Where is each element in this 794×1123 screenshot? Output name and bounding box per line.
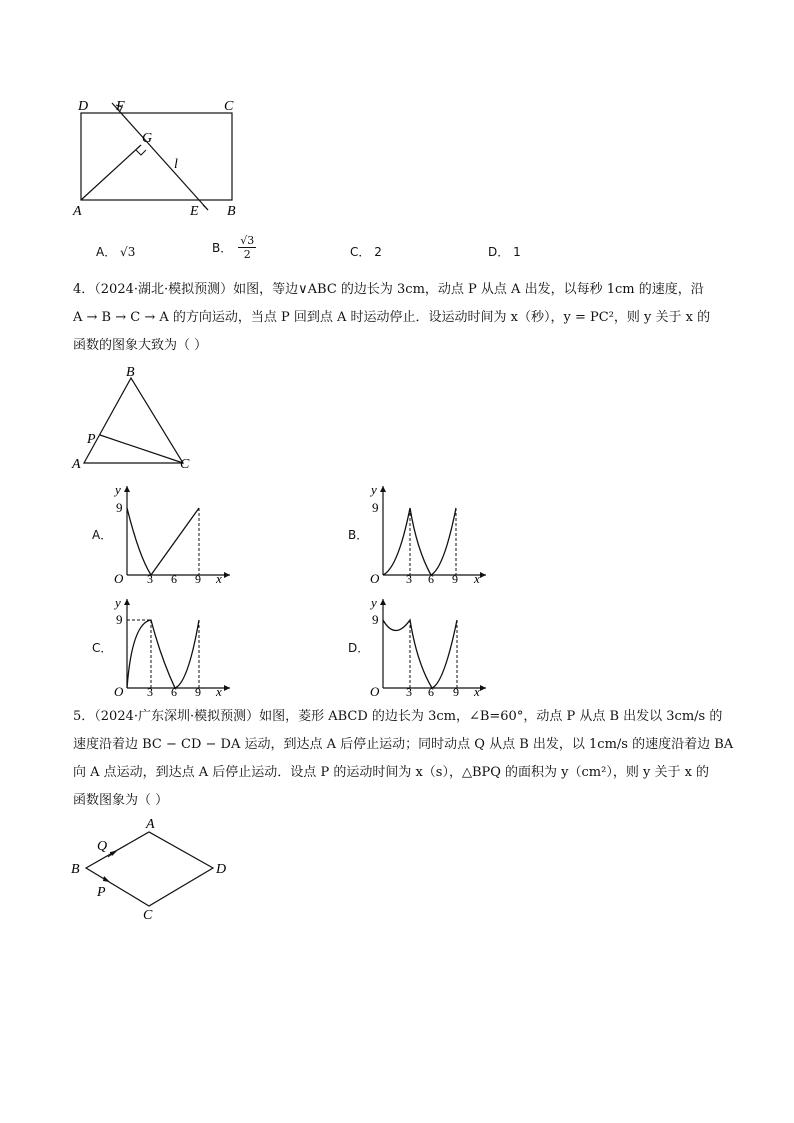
label-B: B [126,365,135,380]
label-B: B [71,862,80,877]
label-D: D [78,99,89,114]
q5-line-4: 函数图象为（ ） [73,793,169,808]
y-axis-label: y [115,482,121,497]
x-tick-3: 3 [147,685,153,699]
q4-line-2: A → B → C → A 的方向运动，当点 P 回到点 A 时运动停止．设运动时间为 x（秒），y = PC²，则 y 关于 x 的 [73,310,711,325]
x-axis-label: x [216,571,222,586]
q3-option-d[interactable] [488,243,521,260]
origin-label: O [370,571,380,586]
rhombus-figure [66,812,236,924]
label-C: C [143,908,153,923]
x-tick-6: 6 [171,572,177,586]
label-Q: Q [97,839,108,854]
option-key: D． [488,245,510,259]
label-P: P [87,432,96,447]
q4-option-d-label[interactable]: D． [348,641,370,655]
numerator: √3 [240,234,255,247]
label-l: l [174,157,178,172]
option-value: 2 [374,245,382,259]
label-A: A [72,457,81,472]
x-axis-label: x [216,684,222,699]
q4-line-1: 4．（2024·湖北·模拟预测）如图，等边∨ABC 的边长为 3cm，动点 P 从点 A 出发，以每秒 1cm 的速度，沿 [73,282,704,297]
x-tick-6: 6 [428,572,434,586]
label-D: D [216,862,227,877]
y-tick-9: 9 [372,500,379,515]
label-E: E [190,204,199,219]
label-B: B [227,204,236,219]
label-A: A [73,204,82,219]
x-tick-6: 6 [171,685,177,699]
graph-b[interactable] [364,480,494,586]
label-G: G [142,131,153,146]
option-key: B． [212,241,233,255]
origin-label: O [114,684,124,699]
q3-option-a[interactable] [96,243,135,260]
graph-a[interactable] [108,480,238,586]
y-tick-9: 9 [116,500,123,515]
origin-label: O [370,684,380,699]
fraction [238,234,256,261]
q4-option-b-label[interactable]: B． [348,528,369,542]
q3-option-b[interactable] [212,234,256,261]
origin-label: O [114,571,124,586]
graph-c[interactable] [108,593,238,699]
y-axis-label: y [371,482,377,497]
q5-line-1: 5．（2024·广东深圳·模拟预测）如图，菱形 ABCD 的边长为 3cm，∠B=60°，动点 P 从点 B 出发以 3cm/s 的 [73,709,723,724]
option-value: 1 [513,245,521,259]
y-tick-9: 9 [116,612,123,627]
q3-option-c[interactable] [350,243,382,260]
y-axis-label: y [371,595,377,610]
option-key: A． [96,245,117,259]
x-axis-label: x [474,684,480,699]
x-tick-9: 9 [195,685,201,699]
triangle-figure [68,362,200,474]
x-tick-3: 3 [406,685,412,699]
label-P: P [97,885,106,900]
q5-line-3: 向 A 点运动，到达点 A 后停止运动．设点 P 的运动时间为 x（s），△BPQ 的面积为 y（cm²），则 y 关于 x 的 [73,765,710,780]
y-axis-label: y [115,595,121,610]
q4-option-c-label[interactable]: C． [92,641,113,655]
x-tick-3: 3 [406,572,412,586]
y-tick-9: 9 [372,612,379,627]
denominator: 2 [243,248,251,261]
rectangle-figure [70,92,250,222]
x-axis-label: x [474,571,480,586]
q4-option-a-label[interactable]: A． [92,528,113,542]
label-A: A [146,817,155,832]
label-C: C [180,457,190,472]
x-tick-9: 9 [195,572,201,586]
q5-line-2: 速度沿着边 BC − CD − DA 运动，到达点 A 后停止运动；同时动点 Q 从点 B 出发，以 1cm/s 的速度沿着边 BA [73,737,734,752]
q4-line-3: 函数的图象大致为（ ） [73,338,208,353]
x-tick-3: 3 [147,572,153,586]
label-C: C [224,99,234,114]
x-tick-9: 9 [452,572,458,586]
label-F: F [116,99,125,114]
option-key: C． [350,245,371,259]
x-tick-6: 6 [428,685,434,699]
option-value: √3 [120,245,136,259]
x-tick-9: 9 [453,685,459,699]
graph-d[interactable] [364,593,494,699]
